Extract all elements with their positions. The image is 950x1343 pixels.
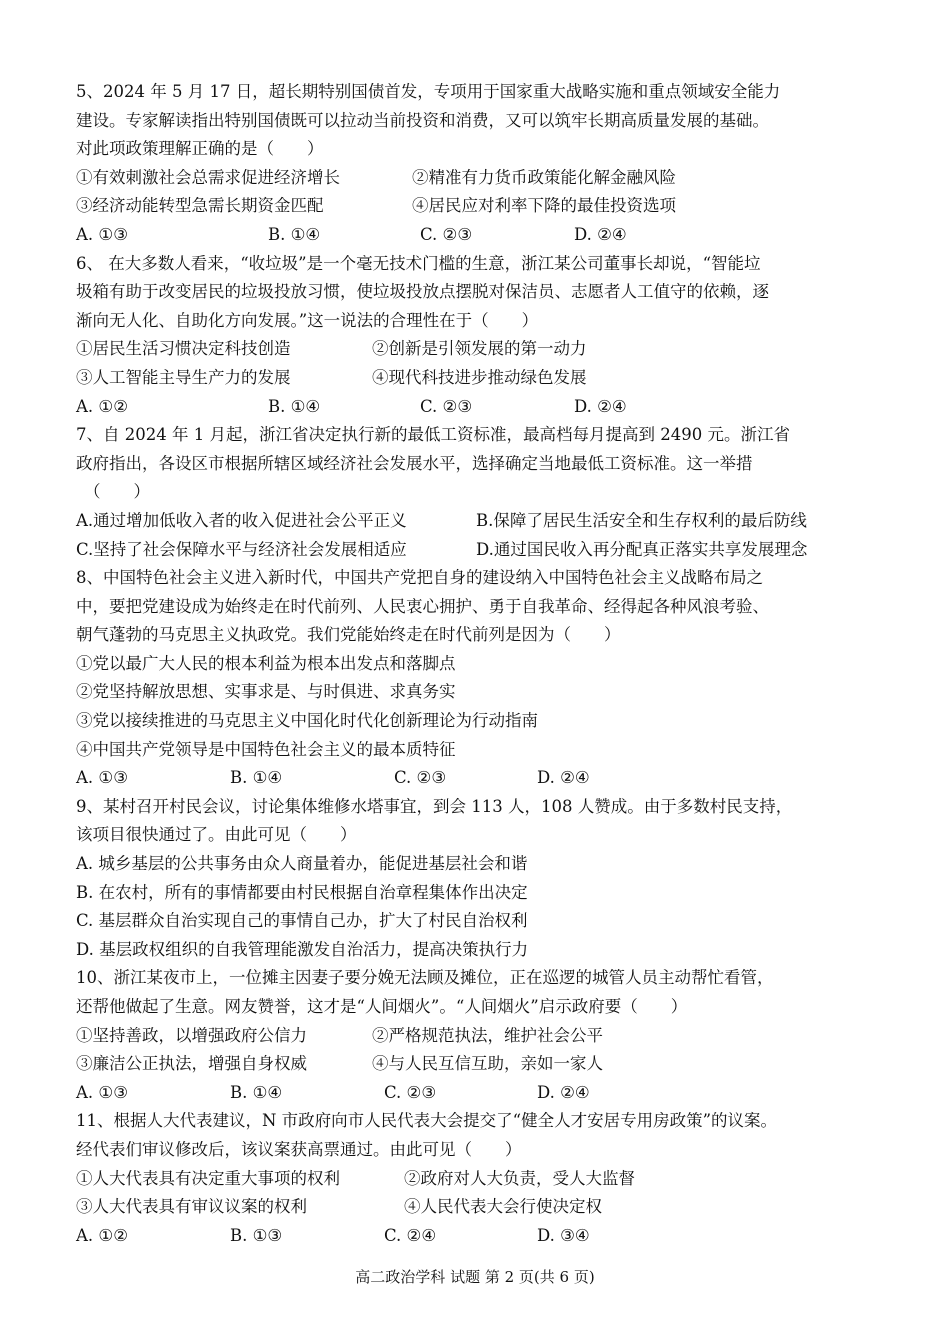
option-d: D. ②④ bbox=[574, 224, 627, 244]
statement-item: ②党坚持解放思想、实事求是、与时俱进、求真务实 bbox=[76, 682, 456, 702]
option-d: D.通过国民收入再分配真正落实共享发展理念 bbox=[476, 539, 808, 559]
statement-item: ④人民代表大会行使决定权 bbox=[404, 1197, 602, 1217]
option-a: A. ①② bbox=[76, 1225, 128, 1245]
option-c: C. ②④ bbox=[384, 1225, 437, 1245]
answer-options bbox=[76, 1079, 876, 1108]
statement-row bbox=[76, 1165, 876, 1194]
statement-item: ②创新是引领发展的第一动力 bbox=[372, 339, 587, 359]
statement-item: ③党以接续推进的马克思主义中国化时代化创新理论为行动指南 bbox=[76, 711, 538, 731]
question-text-line: 圾箱有助于改变居民的垃圾投放习惯，使垃圾投放点摆脱对保洁员、志愿者人工值守的依赖，逐 bbox=[76, 282, 769, 302]
question-stem-end: 渐向无人化、自助化方向发展。”这一说法的合理性在于（ ） bbox=[76, 310, 539, 330]
option-b: B. ①③ bbox=[230, 1225, 283, 1245]
option-c: C.坚持了社会保障水平与经济社会发展相适应 bbox=[76, 539, 407, 559]
option-a: A. ①③ bbox=[76, 224, 128, 244]
statement-item: ①人大代表具有决定重大事项的权利 bbox=[76, 1168, 340, 1188]
question-text-line: 9、某村召开村民会议，讨论集体维修水塔事宜，到会 113 人，108 人赞成。由于多数村民支持， bbox=[76, 796, 793, 816]
statement-item: ③人工智能主导生产力的发展 bbox=[76, 367, 291, 387]
question-10 bbox=[76, 964, 876, 1107]
statement-item: ②严格规范执法，维护社会公平 bbox=[372, 1025, 603, 1045]
question-8 bbox=[76, 564, 876, 793]
statement-row bbox=[76, 364, 876, 393]
question-text-line: 建设。专家解读指出特别国债既可以拉动当前投资和消费，又可以筑牢长期高质量发展的基础。 bbox=[76, 110, 769, 130]
option-b: B. ①④ bbox=[268, 396, 321, 416]
option-b: B. ①④ bbox=[268, 224, 321, 244]
question-stem-end: （ ） bbox=[84, 482, 150, 502]
answer-options bbox=[76, 1222, 876, 1251]
question-list bbox=[76, 78, 876, 1250]
statement-row bbox=[76, 1050, 876, 1079]
question-text-line: 5、2024 年 5 月 17 日，超长期特别国债首发，专项用于国家重大战略实施和重点领域安全能力 bbox=[76, 82, 781, 101]
question-text-line: 7、自 2024 年 1 月起，浙江省决定执行新的最低工资标准，最高档每月提高到 2490 元。浙江省 bbox=[76, 425, 790, 445]
question-text-line: 政府指出，各设区市根据所辖区域经济社会发展水平，选择确定当地最低工资标准。这一举措 bbox=[76, 453, 753, 473]
statement-item: ①有效刺激社会总需求促进经济增长 bbox=[76, 167, 340, 187]
option-b: B.保障了居民生活安全和生存权利的最后防线 bbox=[476, 510, 807, 530]
question-6 bbox=[76, 250, 876, 422]
option-d: D. ②④ bbox=[537, 1082, 590, 1102]
option-a: A. ①② bbox=[76, 396, 128, 416]
question-text-line: 中，要把党建设成为始终走在时代前列、人民衷心拥护、勇于自我革命、经得起各种风浪考验、 bbox=[76, 596, 769, 616]
question-stem-end: 朝气蓬勃的马克思主义执政党。我们党能始终走在时代前列是因为（ ） bbox=[76, 625, 621, 645]
statement-item: ④现代科技进步推动绿色发展 bbox=[372, 367, 587, 387]
option-a: A. ①③ bbox=[76, 1082, 128, 1102]
statement-item: ③人大代表具有审议议案的权利 bbox=[76, 1197, 307, 1217]
statement-item: ①党以最广大人民的根本利益为根本出发点和落脚点 bbox=[76, 653, 456, 673]
answer-options bbox=[76, 536, 876, 565]
statement-row bbox=[76, 1022, 876, 1051]
option-d: D. ②④ bbox=[574, 396, 627, 416]
option-b: B. 在农村，所有的事情都要由村民根据自治章程集体作出决定 bbox=[76, 882, 528, 902]
option-c: C. 基层群众自治实现自己的事情自己办，扩大了村民自治权利 bbox=[76, 911, 528, 931]
statement-item: ①坚持善政，以增强政府公信力 bbox=[76, 1025, 307, 1045]
question-5 bbox=[76, 78, 876, 250]
question-stem-end: 该项目很快通过了。由此可见（ ） bbox=[76, 825, 357, 845]
option-d: D. ②④ bbox=[537, 768, 590, 788]
question-11 bbox=[76, 1107, 876, 1250]
question-text-line: 8、中国特色社会主义进入新时代，中国共产党把自身的建设纳入中国特色社会主义战略布局之 bbox=[76, 568, 763, 588]
question-stem-end: 经代表们审议修改后，该议案获高票通过。由此可见（ ） bbox=[76, 1139, 522, 1159]
option-c: C. ②③ bbox=[420, 396, 473, 416]
answer-options bbox=[76, 507, 876, 536]
option-a: A.通过增加低收入者的收入促进社会公平正义 bbox=[76, 510, 407, 530]
statement-item: ③廉洁公正执法，增强自身权威 bbox=[76, 1054, 307, 1074]
statement-row bbox=[76, 192, 876, 221]
option-b: B. ①④ bbox=[230, 768, 283, 788]
option-c: C. ②③ bbox=[394, 768, 447, 788]
answer-options bbox=[76, 221, 876, 250]
option-d: D. 基层政权组织的自我管理能激发自治活力，提高决策执行力 bbox=[76, 939, 529, 959]
statement-item: ②精准有力货币政策能化解金融风险 bbox=[412, 167, 676, 187]
statement-row bbox=[76, 164, 876, 193]
option-b: B. ①④ bbox=[230, 1082, 283, 1102]
question-7 bbox=[76, 421, 876, 564]
answer-options bbox=[76, 764, 876, 793]
question-stem-end: 对此项政策理解正确的是（ ） bbox=[76, 139, 324, 159]
question-text-line: 10、浙江某夜市上，一位摊主因妻子要分娩无法顾及摊位，正在巡逻的城管人员主动帮忙看管， bbox=[76, 968, 774, 988]
question-text-line: 6、 在大多数人看来，“收垃圾”是一个毫无技术门槛的生意，浙江某公司董事长却说，“智能垃 bbox=[76, 253, 761, 273]
page-footer: 高二政治学科 试题 第 2 页(共 6 页) bbox=[355, 1268, 595, 1286]
question-text-line: 11、根据人大代表建议，N 市政府向市人民代表大会提交了“健全人才安居专用房政策”的议案。 bbox=[76, 1111, 778, 1131]
question-9 bbox=[76, 793, 876, 965]
statement-item: ①居民生活习惯决定科技创造 bbox=[76, 339, 291, 359]
option-d: D. ③④ bbox=[537, 1225, 590, 1245]
statement-item: ④中国共产党领导是中国特色社会主义的最本质特征 bbox=[76, 739, 456, 759]
option-c: C. ②③ bbox=[420, 224, 473, 244]
question-stem-end: 还帮他做起了生意。网友赞誉，这才是“人间烟火”。“人间烟火”启示政府要（ ） bbox=[76, 997, 688, 1016]
statement-item: ③经济动能转型急需长期资金匹配 bbox=[76, 196, 324, 216]
statement-row bbox=[76, 335, 876, 364]
answer-options bbox=[76, 393, 876, 422]
statement-item: ②政府对人大负责，受人大监督 bbox=[404, 1168, 635, 1188]
statement-item: ④居民应对利率下降的最佳投资选项 bbox=[412, 196, 676, 216]
statement-item: ④与人民互信互助，亲如一家人 bbox=[372, 1054, 603, 1074]
statement-row bbox=[76, 1193, 876, 1222]
option-a: A. 城乡基层的公共事务由众人商量着办，能促进基层社会和谐 bbox=[76, 854, 528, 874]
option-a: A. ①③ bbox=[76, 768, 128, 788]
option-c: C. ②③ bbox=[384, 1082, 437, 1102]
